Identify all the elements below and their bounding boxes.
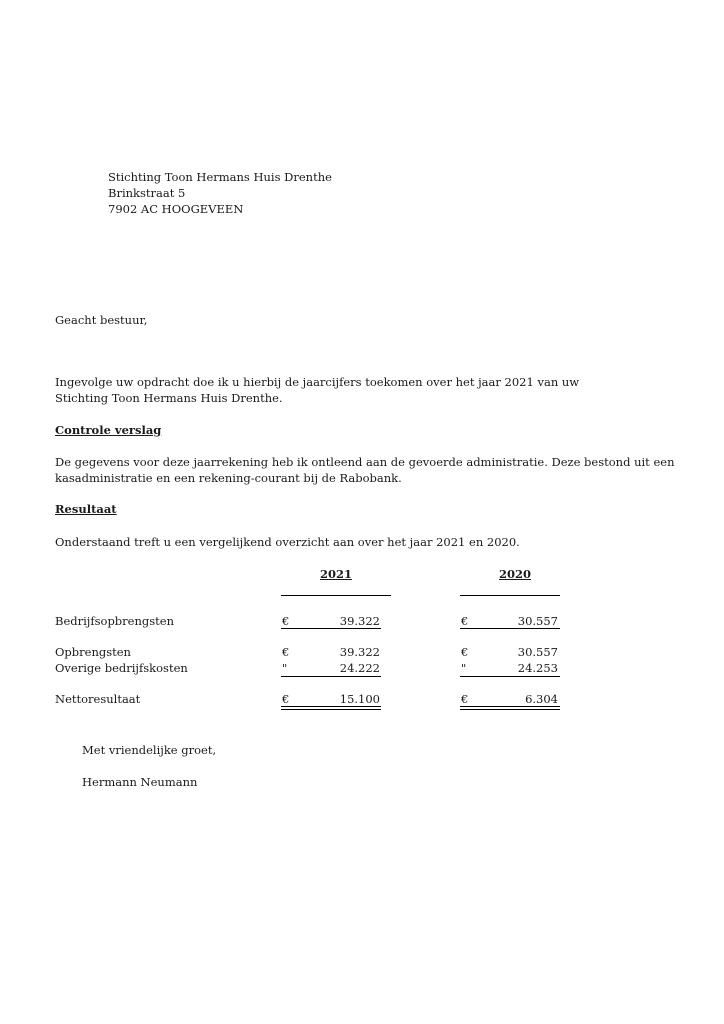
intro-line-2: Stichting Toon Hermans Huis Drenthe. [55,391,283,405]
currency-2021: " [282,661,288,675]
row-label: Opbrengsten [55,645,131,659]
value-2021: 15.100 [339,692,380,706]
row-label: Nettoresultaat [55,692,141,706]
value-2020: 30.557 [517,645,558,659]
row-rule [281,628,381,629]
address-line-3: 7902 AC HOOGEVEEN [108,202,244,216]
controle-heading: Controle verslag [55,423,162,437]
row-rule [460,628,560,629]
total-double-rule [281,706,381,710]
value-2021: 39.322 [339,614,380,628]
controle-line-2: kasadministratie en een rekening-courant bij de Rabobank. [55,471,402,485]
row-rule [281,676,381,677]
resultaat-intro: Onderstaand treft u een vergelijkend overzicht aan over het jaar 2021 en 2020. [55,535,520,549]
currency-2020: € [461,692,469,706]
address-line-1: Stichting Toon Hermans Huis Drenthe [108,170,332,184]
currency-2020: € [461,614,469,628]
controle-line-1: De gegevens voor deze jaarrekening heb ik ontleend aan de gevoerde administratie. Deze bestond uit een [55,455,675,469]
value-2021: 24.222 [339,661,380,675]
year-rule-2021 [281,595,391,596]
row-label: Bedrijfsopbrengsten [55,614,174,628]
year-header-2021: 2021 [319,567,352,581]
year-rule-2020 [460,595,560,596]
value-2021: 39.322 [339,645,380,659]
value-2020: 6.304 [525,692,558,706]
row-label: Overige bedrijfskosten [55,661,188,675]
intro-line-1: Ingevolge uw opdracht doe ik u hierbij de jaarcijfers toekomen over het jaar 2021 van uw [55,375,580,389]
currency-2021: € [282,614,290,628]
value-2020: 30.557 [517,614,558,628]
currency-2020: " [461,661,467,675]
row-rule [460,676,560,677]
currency-2021: € [282,692,290,706]
value-2020: 24.253 [517,661,558,675]
signatory-name: Hermann Neumann [82,775,198,789]
closing-greeting: Met vriendelijke groet, [82,743,217,757]
total-double-rule [460,706,560,710]
address-line-2: Brinkstraat 5 [108,186,186,200]
currency-2021: € [282,645,290,659]
year-header-2020: 2020 [498,567,531,581]
currency-2020: € [461,645,469,659]
resultaat-heading: Resultaat [55,502,117,516]
salutation: Geacht bestuur, [55,313,148,327]
